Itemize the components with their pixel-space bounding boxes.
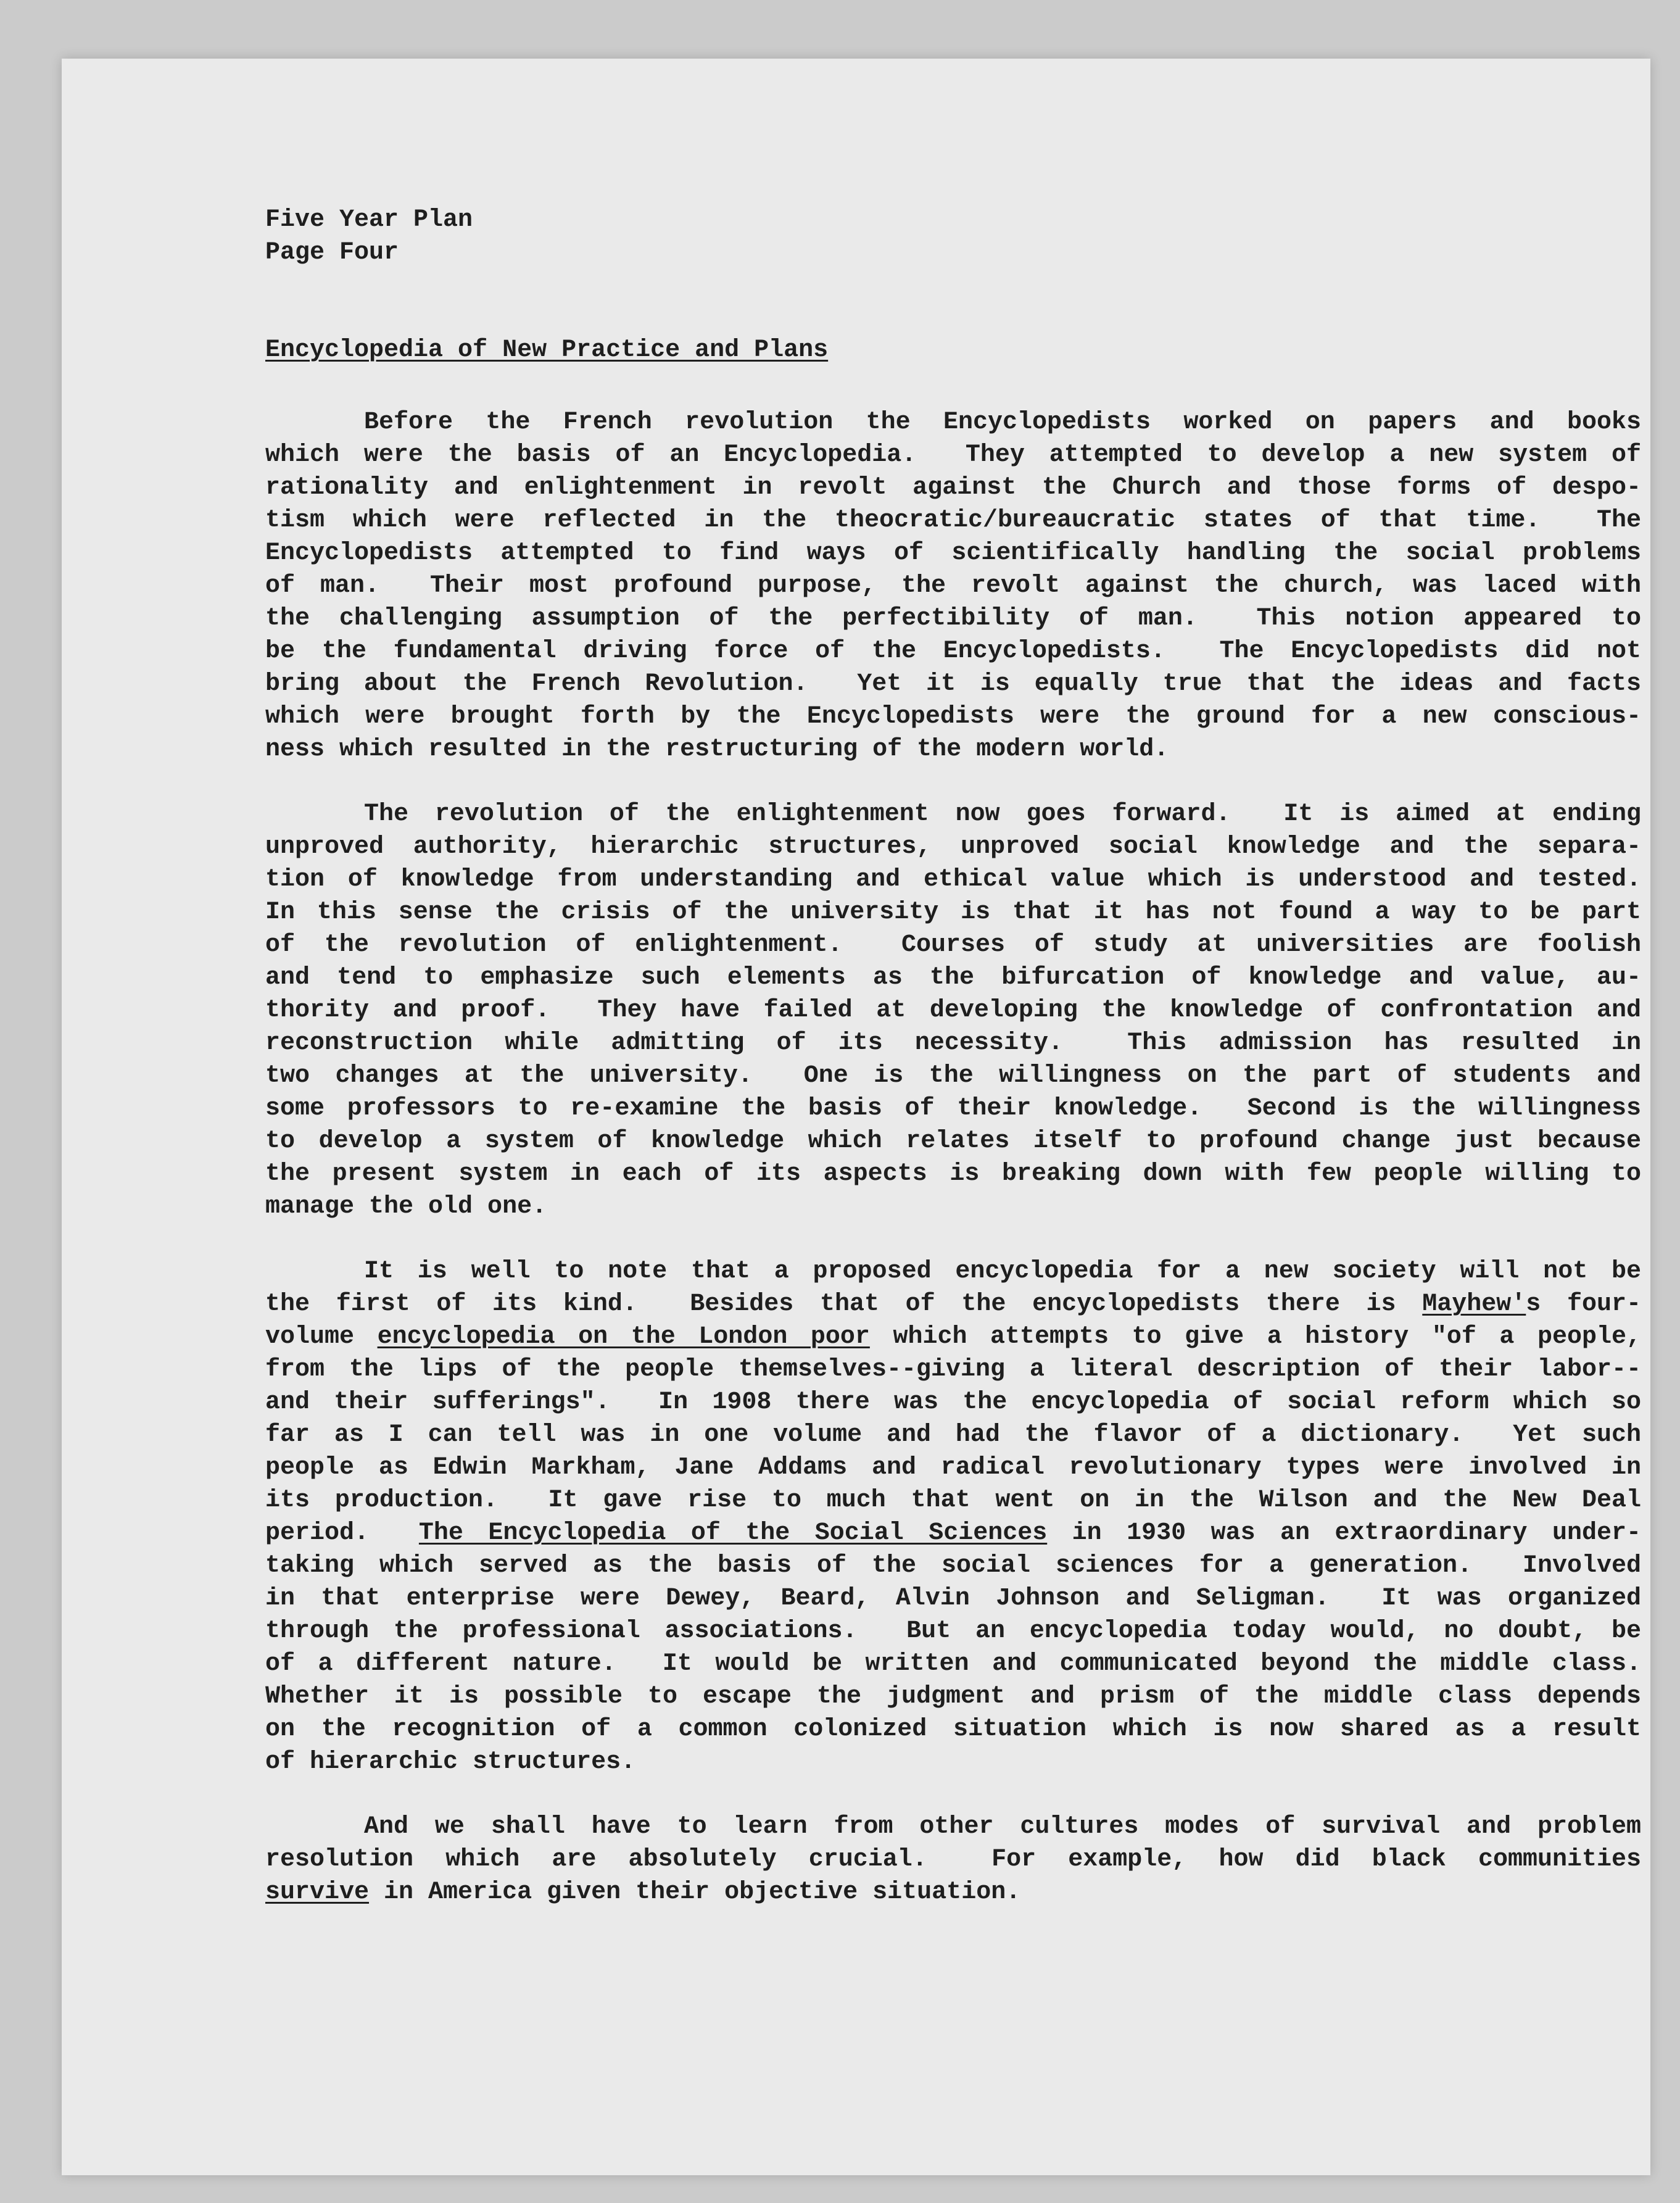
text-line: the challenging assumption of the perfectibility of man. This notion appeared to	[265, 605, 1641, 633]
text-segment: in 1930 was an extraordinary under-	[1047, 1519, 1641, 1547]
underlined-survive: survive	[265, 1878, 370, 1906]
text-line	[265, 1876, 1641, 1909]
text-line: resolution which are absolutely crucial. For example, how did black communities	[265, 1846, 1641, 1873]
text-line: reconstruction while admitting of its necessity. This admission has resulted in	[265, 1029, 1641, 1057]
text-line: In this sense the crisis of the university is that it has not found a way to be part	[265, 898, 1641, 926]
text-line: people as Edwin Markham, Jane Addams and radical revolutionary types were involved in	[265, 1454, 1641, 1482]
text-line	[265, 1288, 1641, 1321]
text-line: rationality and enlightenment in revolt against the Church and those forms of despo-	[265, 474, 1641, 502]
paragraph-revolution-of-enlightenment	[265, 798, 1641, 1223]
text-segment: period.	[265, 1519, 419, 1547]
text-line: two changes at the university. One is the willingness on the part of students and	[265, 1062, 1641, 1090]
text-line: tism which were reflected in the theocratic/bureaucratic states of that time. The	[265, 507, 1641, 534]
text-line: which were the basis of an Encyclopedia. They attempted to develop a new system of	[265, 441, 1641, 469]
text-line: its production. It gave rise to much that went on in the Wilson and the New Deal	[265, 1487, 1641, 1514]
text-line: and tend to emphasize such elements as the bifurcation of knowledge and value, au-	[265, 964, 1641, 992]
text-line: bring about the French Revolution. Yet it is equally true that the ideas and facts	[265, 670, 1641, 698]
text-segment: the first of its kind. Besides that of the encyclopedists there is	[265, 1290, 1423, 1318]
text-segment: in America given their objective situation.	[369, 1878, 1021, 1906]
text-line: The revolution of the enlightenment now goes forward. It is aimed at ending	[364, 800, 1641, 828]
text-line: the present system in each of its aspects is breaking down with few people willing to	[265, 1160, 1641, 1188]
underlined-social-sciences-title: The Encyclopedia of the Social Sciences	[418, 1519, 1048, 1547]
header-title: Five Year Plan	[265, 206, 473, 234]
text-line: on the recognition of a common colonized situation which is now shared as a result	[265, 1716, 1641, 1743]
text-line: manage the old one.	[265, 1193, 547, 1221]
text-segment: which attempts to give a history "of a people,	[869, 1323, 1641, 1351]
text-line: taking which served as the basis of the social sciences for a generation. Involved	[265, 1552, 1641, 1580]
text-line: of a different nature. It would be written and communicated beyond the middle class.	[265, 1650, 1641, 1678]
text-line: through the professional associations. But an encyclopedia today would, no doubt, be	[265, 1617, 1641, 1645]
text-line: from the lips of the people themselves--giving a literal description of their labor--	[265, 1356, 1641, 1384]
text-line: some professors to re-examine the basis of their knowledge. Second is the willingness	[265, 1095, 1641, 1122]
text-line: of the revolution of enlightenment. Courses of study at universities are foolish	[265, 931, 1641, 959]
text-line: Encyclopedists attempted to find ways of scientifically handling the social problems	[265, 539, 1641, 567]
text-line: in that enterprise were Dewey, Beard, Alvin Johnson and Seligman. It was organized	[265, 1585, 1641, 1612]
text-line: tion of knowledge from understanding and ethical value which is understood and tested.	[265, 866, 1641, 894]
text-line: unproved authority, hierarchic structures, unproved social knowledge and the separa-	[265, 833, 1641, 861]
text-segment: volume	[265, 1323, 378, 1351]
paper-sheet	[62, 59, 1650, 2175]
text-line: and their sufferings". In 1908 there was the encyclopedia of social reform which so	[265, 1388, 1641, 1416]
paragraph-other-cultures	[265, 1811, 1641, 1909]
text-line: Whether it is possible to escape the judgment and prism of the middle class depends	[265, 1683, 1641, 1711]
text-line: of man. Their most profound purpose, the revolt against the church, was laced with	[265, 572, 1641, 600]
text-line: ness which resulted in the restructuring of the modern world.	[265, 736, 1169, 763]
section-title: Encyclopedia of New Practice and Plans	[265, 336, 829, 364]
text-line	[265, 1517, 1641, 1550]
paragraph-encyclopedists	[265, 406, 1641, 766]
text-line: It is well to note that a proposed encyclopedia for a new society will not be	[364, 1258, 1641, 1285]
text-line	[265, 1321, 1641, 1353]
underlined-mayhew: Mayhew'	[1422, 1290, 1526, 1318]
text-line: Before the French revolution the Encyclopedists worked on papers and books	[364, 409, 1641, 436]
text-line: thority and proof. They have failed at developing the knowledge of confrontation and	[265, 997, 1641, 1024]
text-line: to develop a system of knowledge which relates itself to profound change just because	[265, 1127, 1641, 1155]
underlined-london-poor-title: encyclopedia on the London poor	[377, 1323, 870, 1351]
text-line: of hierarchic structures.	[265, 1748, 636, 1776]
text-line: which were brought forth by the Encyclopedists were the ground for a new conscious-	[265, 703, 1641, 731]
text-segment: s four-	[1526, 1290, 1641, 1318]
paragraph-prior-encyclopedias	[265, 1255, 1641, 1778]
document-page	[265, 204, 1641, 1909]
text-line: far as I can tell was in one volume and had the flavor of a dictionary. Yet such	[265, 1421, 1641, 1449]
header-page-number: Page Four	[265, 239, 399, 267]
text-line: And we shall have to learn from other cultures modes of survival and problem	[364, 1813, 1641, 1841]
text-line: be the fundamental driving force of the Encyclopedists. The Encyclopedists did not	[265, 637, 1641, 665]
